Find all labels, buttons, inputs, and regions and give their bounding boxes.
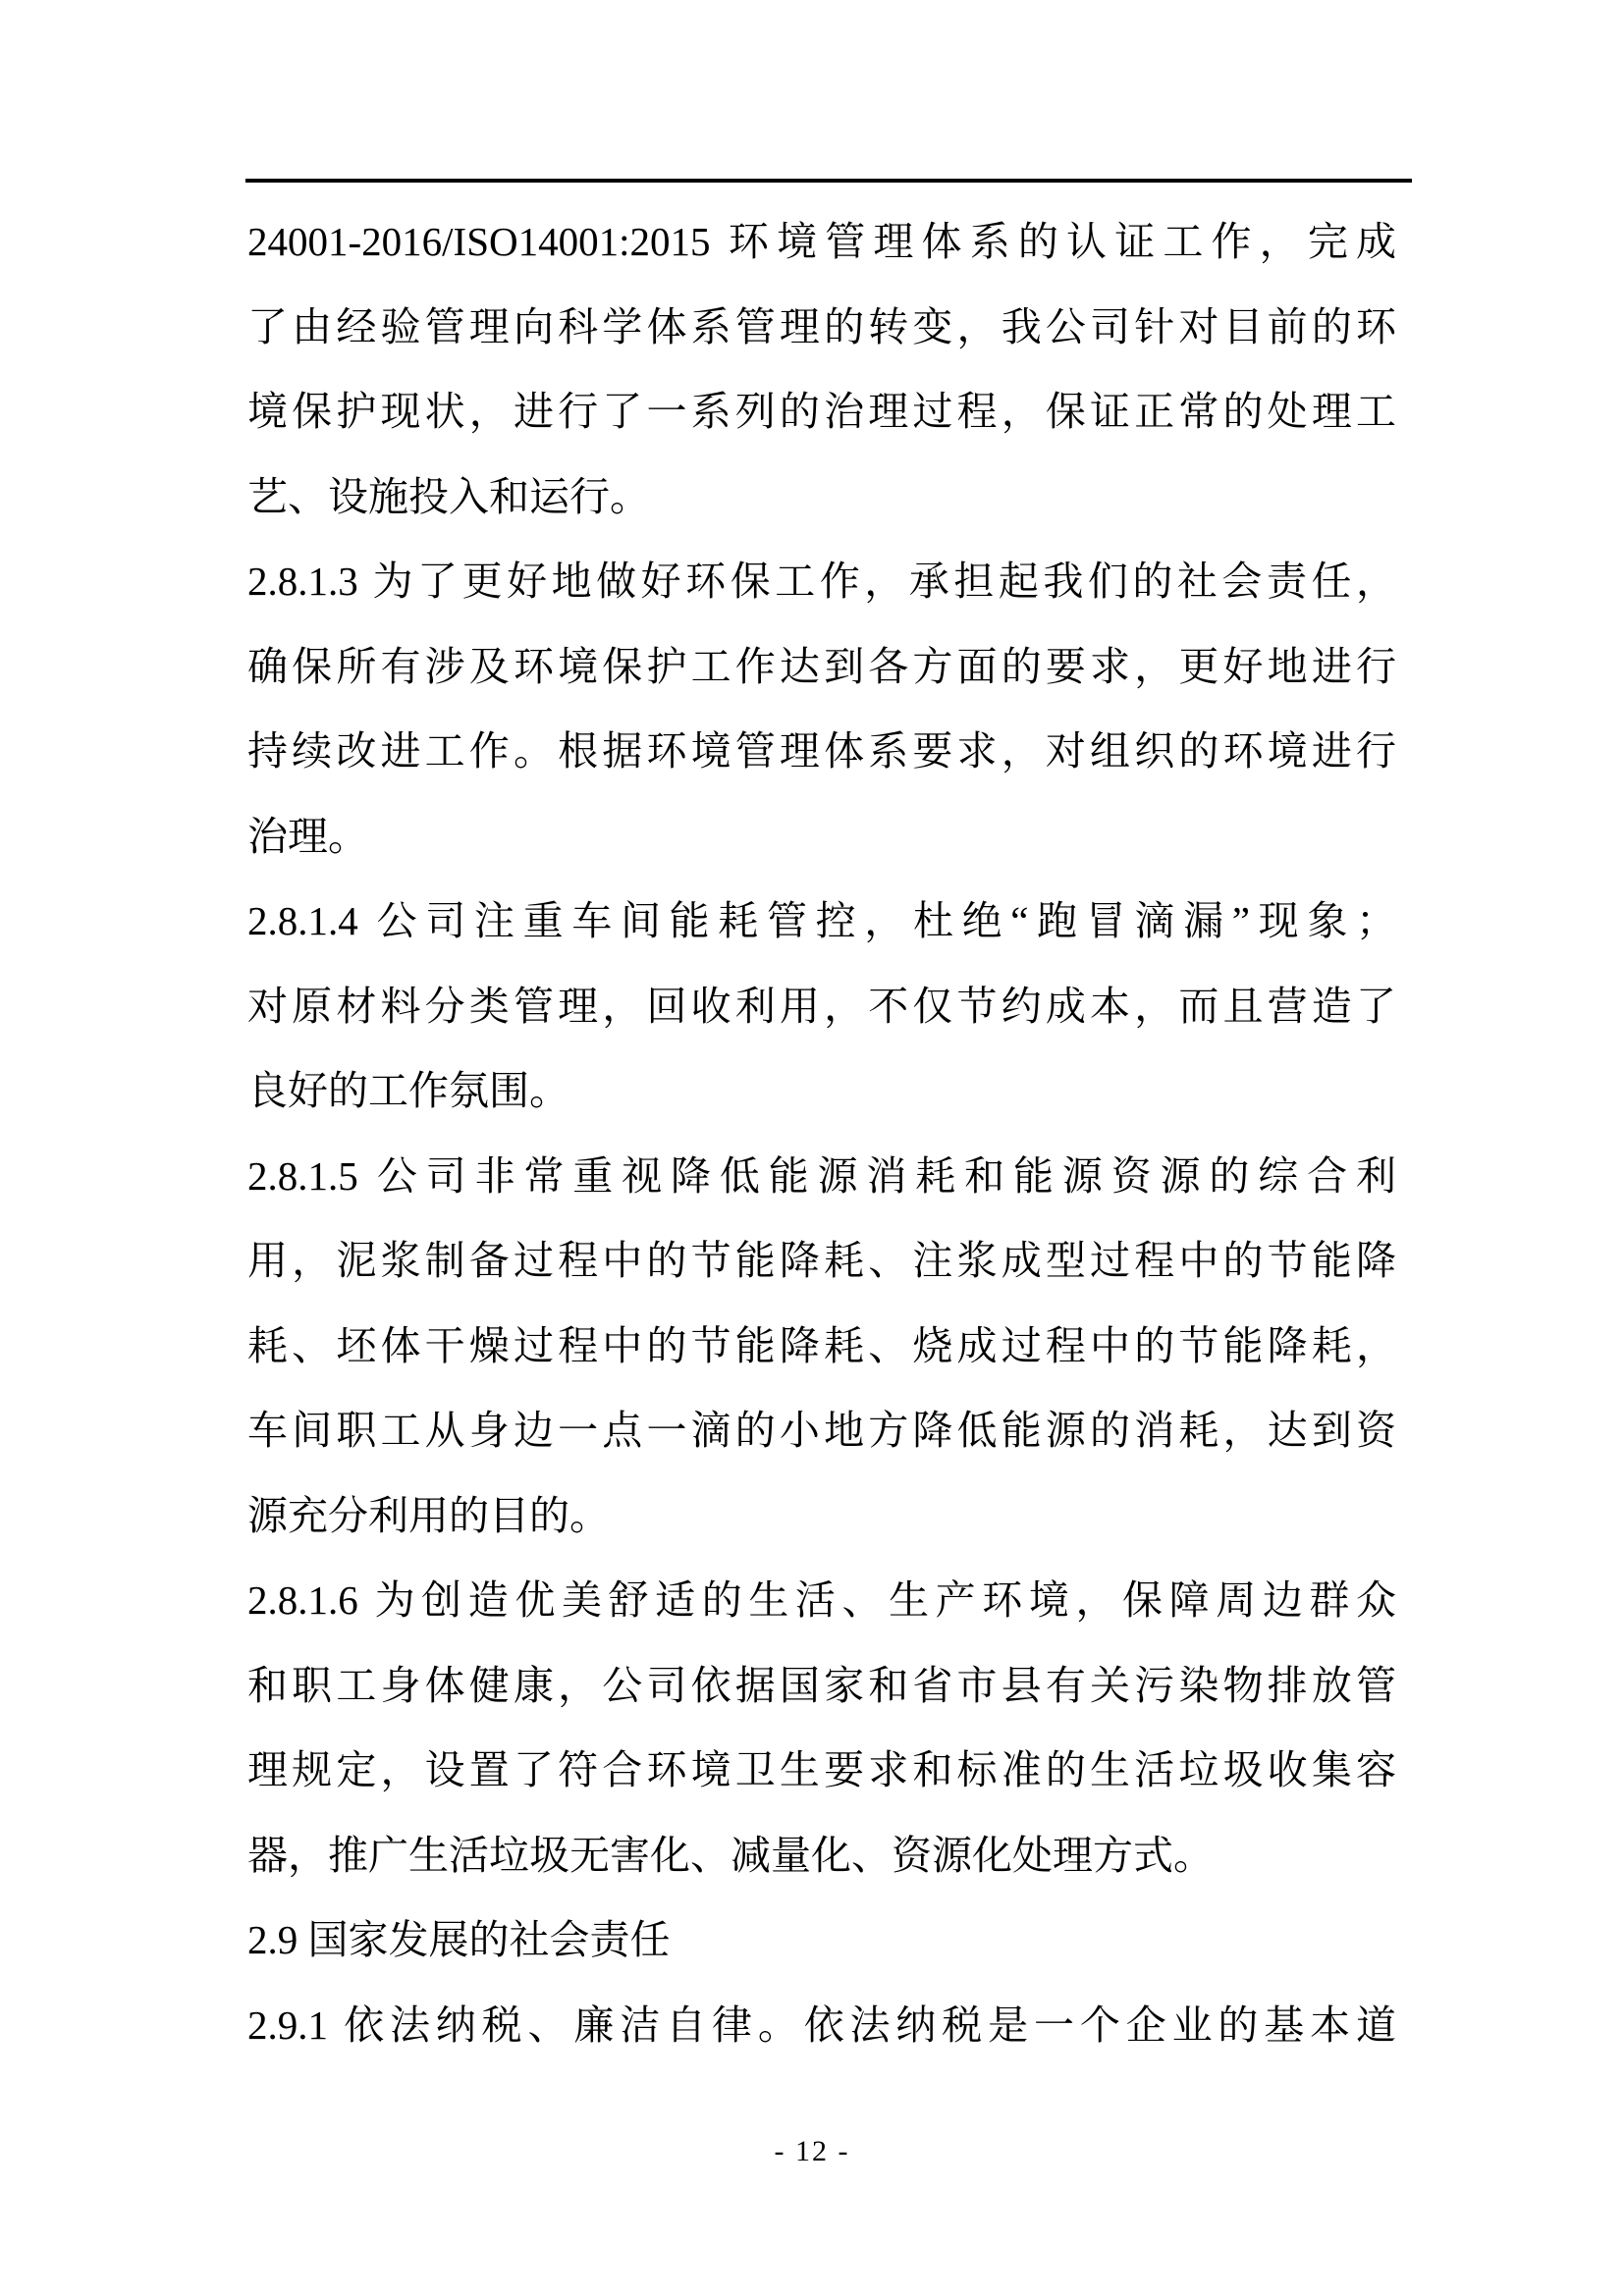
text-line: 用，泥浆制备过程中的节能降耗、注浆成型过程中的节能降 <box>247 1238 1396 1283</box>
text-line: 2.9.1 依法纳税、廉洁自律。依法纳税是一个企业的基本道 <box>247 2002 1396 2048</box>
document-body <box>247 199 1396 2067</box>
text-line: 理规定，设置了符合环境卫生要求和标准的生活垃圾收集容 <box>247 1747 1396 1792</box>
text-line: 2.8.1.6 为创造优美舒适的生活、生产环境，保障周边群众 <box>247 1577 1396 1623</box>
paragraph-2-8-1-4 <box>247 879 1396 1134</box>
text-line: 境保护现状，进行了一系列的治理过程，保证正常的处理工 <box>247 389 1396 434</box>
text-line: 2.8.1.5 公司非常重视降低能源消耗和能源资源的综合利 <box>247 1152 1396 1199</box>
text-line: 艺、设施投入和运行。 <box>247 473 650 519</box>
text-line: 确保所有涉及环境保护工作达到各方面的要求，更好地进行 <box>247 643 1396 689</box>
text-line: 车间职工从身边一点一滴的小地方降低能源的消耗，达到资 <box>247 1408 1396 1453</box>
paragraph-2-9-1 <box>247 1983 1396 2068</box>
page-number: - 12 - <box>774 2135 850 2167</box>
text-line: 器，推广生活垃圾无害化、减量化、资源化处理方式。 <box>247 1832 1214 1878</box>
text-line: 了由经验管理向科学体系管理的转变，我公司针对目前的环 <box>247 303 1396 349</box>
text-line: 2.9 国家发展的社会责任 <box>247 1917 671 1962</box>
text-line: 和职工身体健康，公司依据国家和省市县有关污染物排放管 <box>247 1662 1396 1708</box>
heading-2-9 <box>247 1897 1396 1983</box>
text-line: 耗、坯体干燥过程中的节能降耗、烧成过程中的节能降耗， <box>247 1322 1396 1368</box>
text-line: 源充分利用的目的。 <box>247 1492 610 1538</box>
text-line: 24001-2016/ISO14001:2015 环境管理体系的认证工作，完成 <box>247 219 1396 264</box>
text-line: 治理。 <box>247 813 368 859</box>
paragraph-2-8-1-6 <box>247 1558 1396 1897</box>
text-line: 2.8.1.3 为了更好地做好环保工作，承担起我们的社会责任， <box>247 559 1396 604</box>
paragraph-continuation-iso-certification <box>247 199 1396 539</box>
header-rule <box>245 179 1412 183</box>
text-line: 对原材料分类管理，回收利用，不仅节约成本，而且营造了 <box>247 983 1396 1029</box>
paragraph-2-8-1-5 <box>247 1134 1396 1559</box>
paragraph-2-8-1-3 <box>247 539 1396 879</box>
text-line: 持续改进工作。根据环境管理体系要求，对组织的环境进行 <box>247 728 1396 774</box>
text-line: 2.8.1.4 公司注重车间能耗管控，杜绝“跑冒滴漏”现象； <box>247 898 1396 943</box>
text-line: 良好的工作氛围。 <box>247 1068 569 1113</box>
